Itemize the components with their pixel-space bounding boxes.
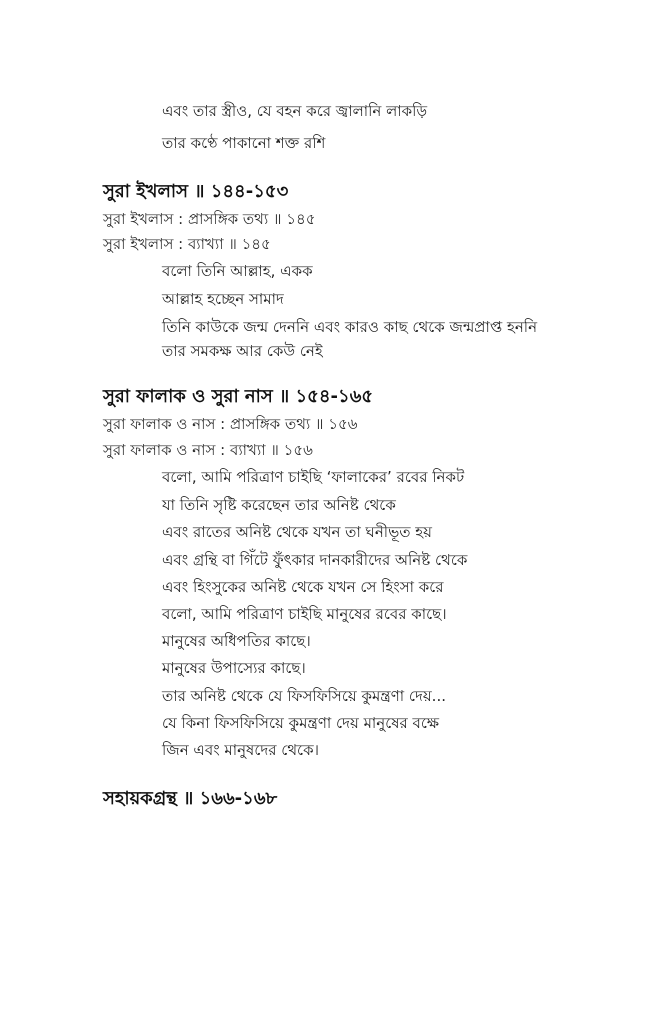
verse-line: তার অনিষ্ট থেকে যে ফিসফিসিয়ে কুমন্ত্রণা দেয়... — [162, 687, 446, 705]
verse-line: বলো, আমি পরিত্রাণ চাইছি মানুষের রবের কাছে। — [162, 605, 447, 623]
verse-line: এবং গ্রন্থি বা গিঁটে ফুঁৎকার দানকারীদের অনিষ্ট থেকে — [162, 551, 468, 569]
toc-subentry: সুরা ইখলাস : প্রাসঙ্গিক তথ্য ॥ ১৪৫ — [103, 210, 316, 228]
verse-line: মানুষের উপাস্যের কাছে। — [162, 659, 306, 677]
verse-line: মানুষের অধিপতির কাছে। — [162, 632, 311, 650]
verse-line: বলো, আমি পরিত্রাণ চাইছি ‘ফালাকের’ রবের নিকট — [162, 468, 465, 486]
verse-line: যে কিনা ফিসফিসিয়ে কুমন্ত্রণা দেয় মানুষের বক্ষে — [162, 714, 440, 732]
verse-line: যা তিনি সৃষ্টি করেছেন তার অনিষ্ট থেকে — [162, 496, 396, 514]
toc-subentry: সুরা ফালাক ও নাস : ব্যাখ্যা ॥ ১৫৬ — [103, 441, 313, 459]
section-heading-falaq-nas: সুরা ফালাক ও সুরা নাস ॥ ১৫৪-১৬৫ — [103, 386, 374, 407]
toc-subentry: সুরা ইখলাস : ব্যাখ্যা ॥ ১৪৫ — [103, 235, 271, 253]
verse-line: তার কণ্ঠে পাকানো শক্ত রশি — [162, 134, 326, 152]
verse-line: জিন এবং মানুষদের থেকে। — [162, 741, 319, 759]
verse-line: এবং হিংসুকের অনিষ্ট থেকে যখন সে হিংসা করে — [162, 578, 444, 596]
verse-line: এবং তার স্ত্রীও, যে বহন করে জ্বালানি লাকড়ি — [162, 102, 428, 120]
verse-line: বলো তিনি আল্লাহ, একক — [162, 262, 313, 280]
section-heading-ikhlas: সুরা ইখলাস ॥ ১৪৪-১৫৩ — [103, 181, 289, 202]
verse-line: তার সমকক্ষ আর কেউ নেই — [162, 342, 323, 360]
verse-line: তিনি কাউকে জন্ম দেননি এবং কারও কাছ থেকে জন্মপ্রাপ্ত হননি — [162, 318, 538, 336]
section-heading-bibliography: সহায়কগ্রন্থ ॥ ১৬৬-১৬৮ — [103, 788, 278, 809]
toc-subentry: সুরা ফালাক ও নাস : প্রাসঙ্গিক তথ্য ॥ ১৫৬ — [103, 415, 358, 433]
verse-line: আল্লাহ হচ্ছেন সামাদ — [162, 290, 284, 308]
verse-line: এবং রাতের অনিষ্ট থেকে যখন তা ঘনীভূত হয় — [162, 523, 432, 541]
